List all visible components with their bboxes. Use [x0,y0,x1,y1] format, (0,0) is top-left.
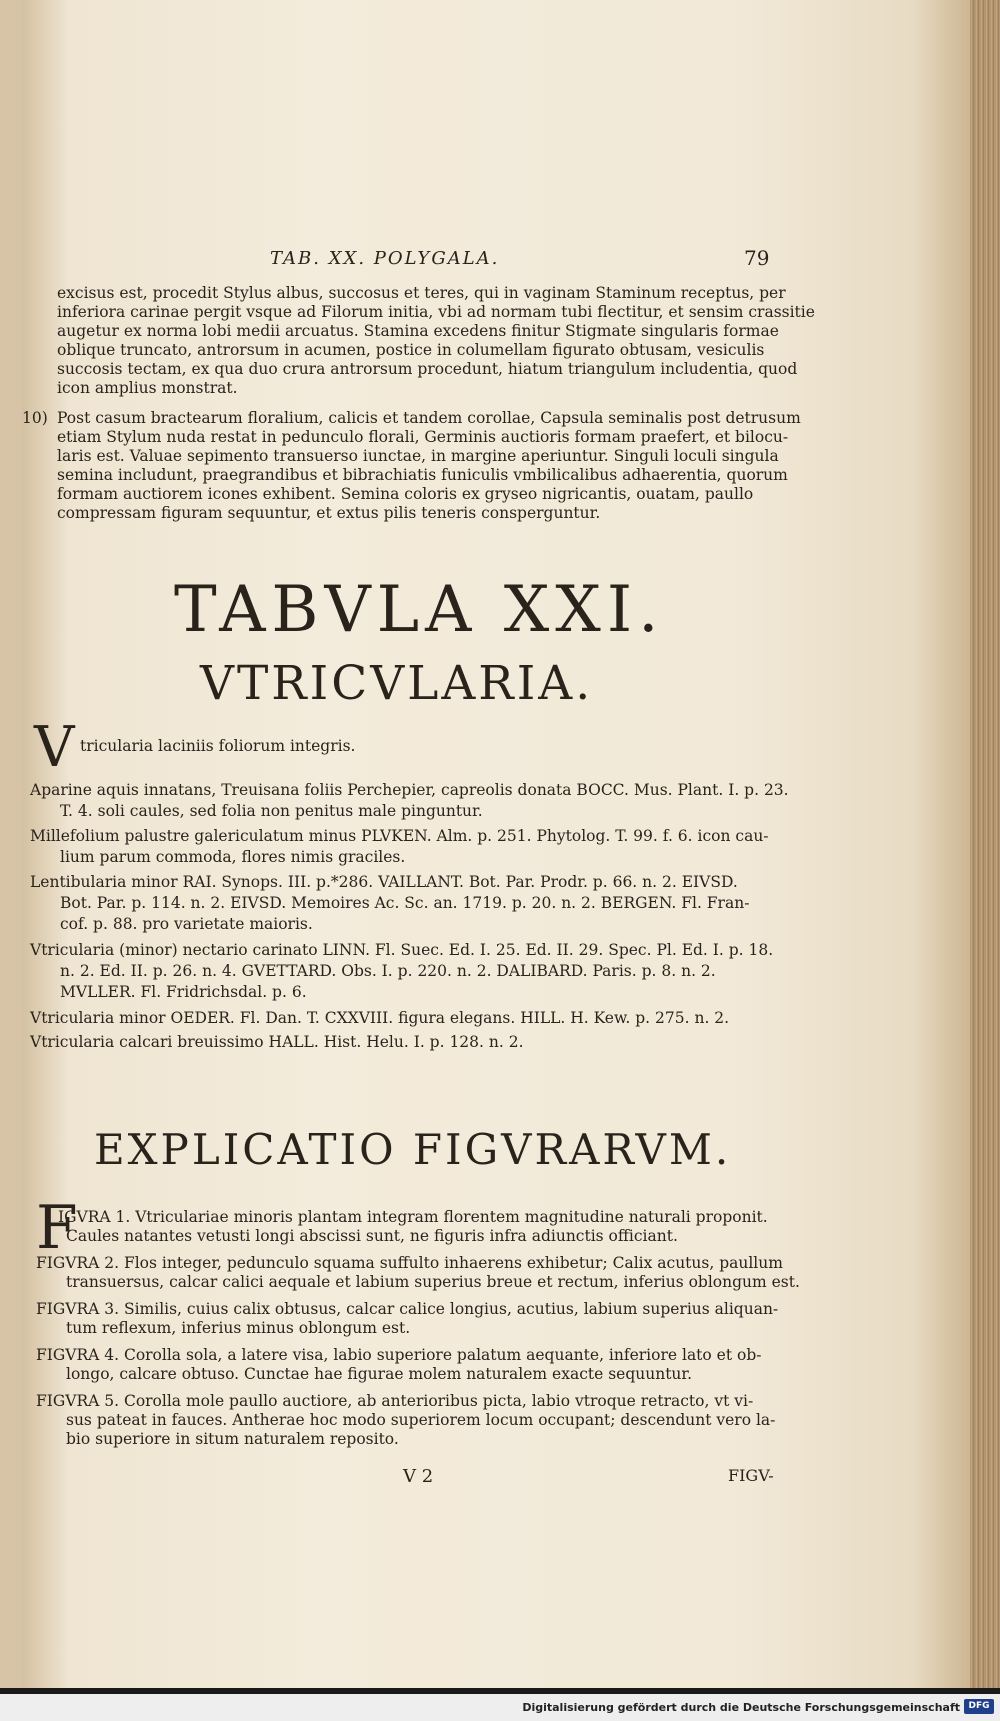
figure-entry [36,1254,800,1292]
text-line: oblique truncato, antrorsum in acumen, postice in columellam figurato obtusam, vesiculis [57,341,765,359]
signature-mark: V 2 [403,1466,434,1487]
synonym-entry [30,872,749,935]
catchword: FIGV- [728,1466,774,1485]
text-line: FIGVRA 5. Corolla mole paullo auctiore, ab anterioribus picta, labio vtroque retracto, vt vi- [36,1392,754,1410]
text-line: MVLLER. Fl. Fridrichsdal. p. 6. [60,983,307,1001]
text-line: Bot. Par. p. 114. n. 2. EIVSD. Memoires Ac. Sc. an. 1719. p. 20. n. 2. BERGEN. Fl. Fran- [60,894,750,912]
text-line: sus pateat in fauces. Antherae hoc modo superiorem locum occupant; descendunt vero la- [66,1411,776,1429]
synonym-entry [30,780,789,822]
drop-cap: V [34,715,75,780]
text-line: FIGVRA 2. Flos integer, pedunculo squama suffulto inhaerens exhibetur; Calix acutus, paullum [36,1254,783,1272]
synonym-entry [30,1032,524,1053]
text-line: bio superiore in situm naturalem reposito. [66,1430,399,1448]
text-line: Lentibularia minor RAI. Synops. III. p.*286. VAILLANT. Bot. Par. Prodr. p. 66. n. 2. EIVSD. [30,873,738,891]
paragraph-number: 10) [22,409,48,427]
text-line: augetur ex norma lobi medii arcuatus. Stamina excedens finitur Stigmate singularis formae [57,322,779,340]
text-line: icon amplius monstrat. [57,379,238,397]
figure-entry [36,1392,775,1449]
text-line: FIGVRA 3. Similis, cuius calix obtusus, calcar calice longius, acutius, labium superius aliquan- [36,1300,779,1318]
text-line: semina includunt, praegrandibus et bibrachiatis funiculis vmbilicalibus adhaerentia, quorum [57,466,788,484]
text-line: T. 4. soli caules, sed folia non penitus male pinguntur. [60,802,483,820]
text-line: Caules natantes vetusti longi abscissi sunt, ne figuris infra adiunctis officiant. [66,1227,678,1245]
text-line: inferiora carinae pergit vsque ad Filorum initia, vbi ad normam tubi flectitur, et sensim crassitie [57,303,815,321]
text-line: formam auctiorem icones exhibent. Semina coloris ex gryseo nigricantis, ouatam, paullo [57,485,754,503]
running-head: TAB. XX. POLYGALA. [270,248,500,269]
dfg-logo: DFG [964,1699,994,1714]
synonym-entry [30,826,769,868]
continuation-paragraph [57,284,815,398]
text-line: laris est. Valuae sepimento transuerso iunctae, in margine aperiuntur. Singuli loculi singula [57,447,779,465]
text-line: compressam figuram sequuntur, et extus pilis teneris consperguntur. [57,504,601,522]
text-line: Vtricularia (minor) nectario carinato LINN. Fl. Suec. Ed. I. 25. Ed. II. 29. Spec. Pl. Ed. I. p. 18. [30,941,774,959]
text-line: Vtricularia calcari breuissimo HALL. Hist. Helu. I. p. 128. n. 2. [30,1033,524,1051]
page-edges [970,0,1000,1688]
drop-cap: F [36,1193,78,1263]
species-definition: tricularia laciniis foliorum integris. [80,737,356,755]
text-line: etiam Stylum nuda restat in pedunculo florali, Germinis auctioris formam praefert, et bilocu- [57,428,789,446]
text-line: IGVRA 1. Vtriculariae minoris plantam integram florentem magnitudine naturali proponit. [58,1208,768,1226]
plate-title: TABVLA XXI. [174,573,665,647]
digitization-note: Digitalisierung gefördert durch die Deutsche Forschungsgemeinschaft [522,1701,960,1714]
text-line: excisus est, procedit Stylus albus, succosus et teres, qui in vaginam Staminum receptus, per [57,284,786,302]
text-line: Aparine aquis innatans, Treuisana foliis Perchepier, capreolis donata BOCC. Mus. Plant. I. p. 23. [30,781,789,799]
text-line: Post casum bractearum floralium, calicis et tandem corollae, Capsula seminalis post detrusum [57,409,801,427]
genus-title: VTRICVLARIA. [200,656,594,711]
text-line: longo, calcare obtuso. Cunctae hae figurae molem naturalem exacte sequuntur. [66,1365,693,1383]
text-line: Millefolium palustre galericulatum minus PLVKEN. Alm. p. 251. Phytolog. T. 99. f. 6. icon cau- [30,827,769,845]
text-line: cof. p. 88. pro varietate maioris. [60,915,313,933]
text-line: n. 2. Ed. II. p. 26. n. 4. GVETTARD. Obs. I. p. 220. n. 2. DALIBARD. Paris. p. 8. n. 2. [60,962,716,980]
footer-rule [0,1688,1000,1694]
figure-entry [36,1346,762,1384]
figure-entry [36,1300,778,1338]
text-line: lium parum commoda, flores nimis graciles. [60,848,406,866]
paragraph-10 [57,409,801,523]
text-line: Vtricularia minor OEDER. Fl. Dan. T. CXXVIII. figura elegans. HILL. H. Kew. p. 275. n. 2. [30,1009,730,1027]
text-line: tum reflexum, inferius minus oblongum est. [66,1319,411,1337]
page-number: 79 [744,246,770,270]
figure-entry [58,1208,768,1246]
synonym-entry [30,940,773,1003]
text-line: succosis tectam, ex qua duo crura antrorsum procedunt, hiatum triangulum includentia, quod [57,360,798,378]
text-line: FIGVRA 4. Corolla sola, a latere visa, labio superiore palatum aequante, inferiore lato et ob- [36,1346,762,1364]
synonym-entry [30,1008,729,1029]
text-line: transuersus, calcar calici aequale et labium superius breue et rectum, inferius oblongum est. [66,1273,800,1291]
section-title: EXPLICATIO FIGVRARVM. [94,1125,732,1174]
